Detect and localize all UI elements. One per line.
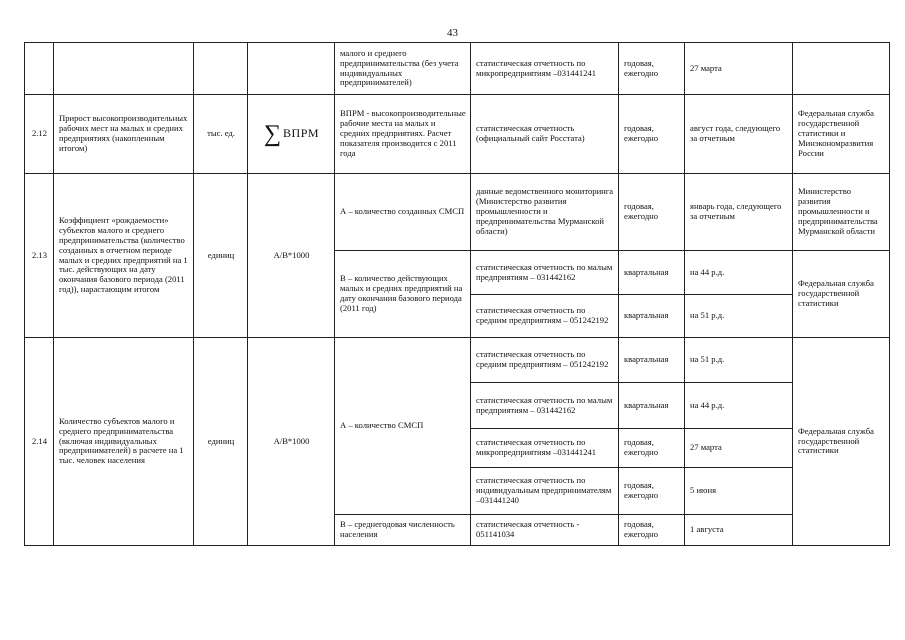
cell-periodicity: квартальная [619,338,685,383]
sum-icon: ∑ [263,121,282,147]
cell-num: 2.12 [25,95,54,174]
cell-description: В – среднегодовая численность населения [335,515,471,546]
cell-num [25,43,54,95]
cell-responsible: Федеральная служба государственной статистики и Минэкономразвития России [793,95,890,174]
cell-responsible: Федеральная служба государственной статистики [793,338,890,546]
cell-periodicity: годовая, ежегодно [619,515,685,546]
cell-unit: тыс. ед. [194,95,248,174]
cell-unit [194,43,248,95]
cell-deadline: январь года, следующего за отчетным [685,174,793,251]
page-number: 43 [447,27,458,39]
cell-periodicity: квартальная [619,251,685,295]
cell-source: статистическая отчетность по средним предприятиям – 051242192 [471,295,619,338]
cell-deadline: 5 июня [685,468,793,515]
table-row [25,95,890,174]
cell-description: В – количество действующих малых и средних предприятий на дату окончания базового периода (2011 год) [335,251,471,338]
cell-periodicity: квартальная [619,383,685,429]
cell-responsible: Министерство развития промышленности и предпринимательства Мурманской области [793,174,890,251]
cell-formula [248,95,335,174]
cell-deadline: на 44 р.д. [685,383,793,429]
table-row [25,43,890,95]
cell-description: А – количество созданных СМСП [335,174,471,251]
table-row [25,338,890,383]
cell-source: статистическая отчетность по малым предприятиям – 031442162 [471,383,619,429]
cell-periodicity: годовая, ежегодно [619,43,685,95]
cell-num: 2.14 [25,338,54,546]
cell-source: статистическая отчетность - 051141034 [471,515,619,546]
cell-name: Прирост высокопроизводительных рабочих мест на малых и средних предприятиях (накопленным итогом) [54,95,194,174]
cell-deadline: 27 марта [685,43,793,95]
cell-source: статистическая отчетность по микропредприятиям –031441241 [471,429,619,468]
cell-description: А – количество СМСП [335,338,471,515]
cell-responsible [793,43,890,95]
formula-text: ВПРМ [283,126,320,141]
cell-periodicity: годовая, ежегодно [619,174,685,251]
cell-name [54,43,194,95]
cell-description: ВПРМ - высокопроизводительные рабочие места на малых и средних предприятиях. Расчет показателя производится с 2011 года [335,95,471,174]
cell-formula: А/В*1000 [248,174,335,338]
indicators-table [24,42,890,546]
cell-deadline: август года, следующего за отчетным [685,95,793,174]
cell-unit: единиц [194,338,248,546]
cell-periodicity: годовая, ежегодно [619,429,685,468]
cell-source: статистическая отчетность по микропредприятиям –031441241 [471,43,619,95]
cell-deadline: 27 марта [685,429,793,468]
cell-formula [248,43,335,95]
table-row [25,174,890,251]
cell-source: статистическая отчетность по индивидуальным предпринимателям –031441240 [471,468,619,515]
cell-source: статистическая отчетность (официальный сайт Росстата) [471,95,619,174]
cell-responsible: Федеральная служба государственной статистики [793,251,890,338]
cell-name: Коэффициент «рождаемости» субъектов малого и среднего предпринимательства (количество созданных в отчетном периоде малых и средних предприятий на 1 тыс. действующих на дату окончания базового периода (2011 год)), нарастающим итогом [54,174,194,338]
cell-deadline: на 44 р.д. [685,251,793,295]
cell-source: статистическая отчетность по средним предприятиям – 051242192 [471,338,619,383]
cell-formula: А/В*1000 [248,338,335,546]
cell-deadline: на 51 р.д. [685,338,793,383]
cell-description: малого и среднего предпринимательства (без учета индивидуальных предпринимателей) [335,43,471,95]
cell-source: статистическая отчетность по малым предприятиям – 031442162 [471,251,619,295]
cell-deadline: 1 августа [685,515,793,546]
cell-periodicity: квартальная [619,295,685,338]
cell-num: 2.13 [25,174,54,338]
cell-name: Количество субъектов малого и среднего предпринимательства (включая индивидуальных предпринимателей) в расчете на 1 тыс. человек населения [54,338,194,546]
cell-source: данные ведомственного мониторинга (Министерство развития промышленности и предпринимательства Мурманской области) [471,174,619,251]
cell-deadline: на 51 р.д. [685,295,793,338]
cell-periodicity: годовая, ежегодно [619,468,685,515]
cell-unit: единиц [194,174,248,338]
cell-periodicity: годовая, ежегодно [619,95,685,174]
